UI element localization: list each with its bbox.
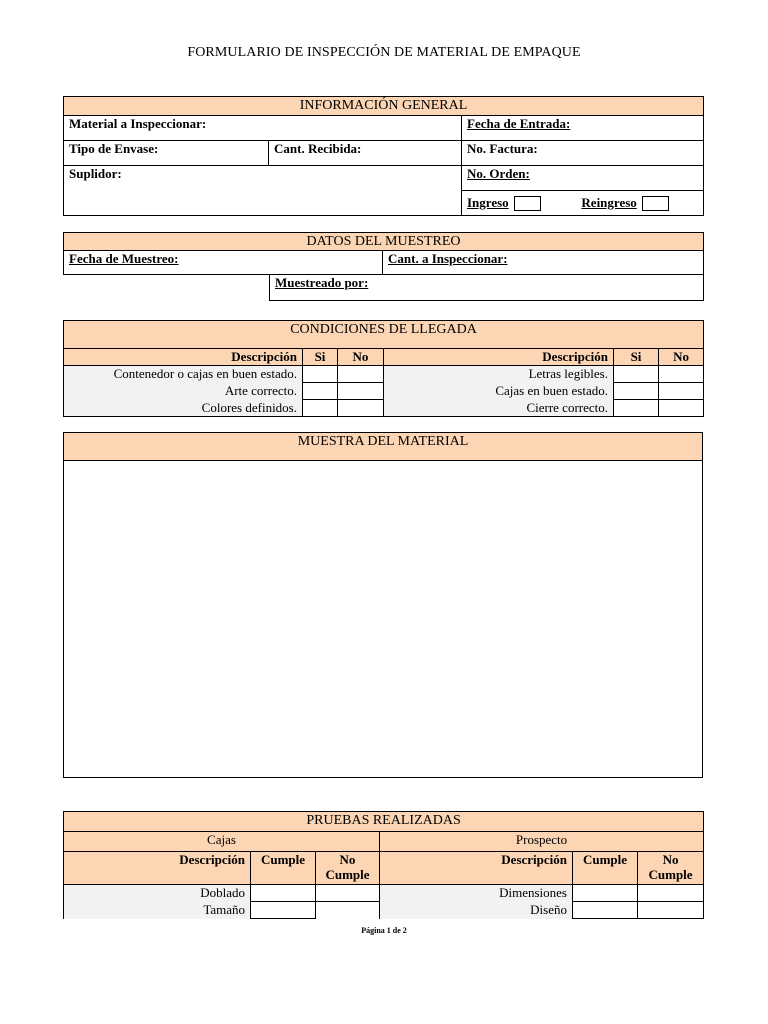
no-checkbox-cell[interactable] — [338, 400, 384, 417]
cumple-cell[interactable] — [251, 902, 316, 919]
container-type-field[interactable]: Tipo de Envase: — [64, 141, 269, 166]
material-field[interactable]: Material a Inspeccionar: — [64, 116, 462, 141]
col-si-right: Si — [614, 349, 659, 366]
entry-type-cell — [462, 191, 704, 216]
tests-header: PRUEBAS REALIZADAS — [64, 812, 704, 832]
cumple-cell[interactable] — [573, 885, 638, 902]
no-checkbox-cell[interactable] — [659, 366, 704, 383]
general-info-header: INFORMACIÓN GENERAL — [64, 97, 704, 116]
no-checkbox-cell[interactable] — [338, 383, 384, 400]
no-cumple-cell[interactable] — [316, 902, 380, 919]
cumple-cell[interactable] — [251, 885, 316, 902]
inspect-qty-field[interactable]: Cant. a Inspeccionar: — [383, 251, 704, 275]
condition-item: Colores definidos. — [64, 400, 303, 417]
test-item: Tamaño — [64, 902, 251, 919]
general-info-table — [63, 96, 704, 216]
cumple-cell[interactable] — [573, 902, 638, 919]
col-desc-right: Descripción — [384, 349, 614, 366]
boxes-subheader: Cajas — [64, 832, 380, 852]
no-checkbox-cell[interactable] — [659, 383, 704, 400]
arrival-header: CONDICIONES DE LLEGADA — [64, 321, 704, 349]
arrival-conditions-table — [63, 320, 704, 417]
si-checkbox-cell[interactable] — [303, 383, 338, 400]
no-cumple-line2: Cumple — [325, 867, 370, 882]
sampling-date-field[interactable]: Fecha de Muestreo: — [64, 251, 383, 275]
no-cumple-line1: No — [339, 852, 356, 867]
col-si-left: Si — [303, 349, 338, 366]
col-no-cumple-boxes — [316, 852, 380, 885]
reingreso-checkbox[interactable] — [642, 196, 669, 211]
no-cumple-cell[interactable] — [638, 885, 704, 902]
leaflet-subheader: Prospecto — [380, 832, 704, 852]
col-desc-boxes: Descripción — [64, 852, 251, 885]
ingreso-checkbox[interactable] — [514, 196, 541, 211]
sampled-by-field[interactable]: Muestreado por: — [270, 275, 704, 301]
supplier-field[interactable]: Suplidor: — [64, 166, 462, 216]
ingreso-label: Ingreso — [467, 194, 509, 210]
col-no-left: No — [338, 349, 384, 366]
no-cumple-line2: Cumple — [648, 867, 693, 882]
sample-area[interactable] — [64, 461, 703, 778]
si-checkbox-cell[interactable] — [303, 366, 338, 383]
condition-item: Letras legibles. — [384, 366, 614, 383]
no-checkbox-cell[interactable] — [659, 400, 704, 417]
no-cumple-cell[interactable] — [316, 885, 380, 902]
condition-item: Cajas en buen estado. — [384, 383, 614, 400]
col-no-right: No — [659, 349, 704, 366]
si-checkbox-cell[interactable] — [303, 400, 338, 417]
col-cumple-boxes: Cumple — [251, 852, 316, 885]
col-no-cumple-leaflet — [638, 852, 704, 885]
material-sample-table — [63, 432, 703, 778]
si-checkbox-cell[interactable] — [614, 383, 659, 400]
no-cumple-line1: No — [662, 852, 679, 867]
col-desc-leaflet: Descripción — [380, 852, 573, 885]
sampling-data-table — [63, 232, 704, 301]
condition-item: Contenedor o cajas en buen estado. — [64, 366, 303, 383]
sample-header: MUESTRA DEL MATERIAL — [64, 433, 703, 461]
form-title: FORMULARIO DE INSPECCIÓN DE MATERIAL DE EMPAQUE — [187, 45, 581, 60]
si-checkbox-cell[interactable] — [614, 400, 659, 417]
received-qty-field[interactable]: Cant. Recibida: — [269, 141, 462, 166]
page-footer: Página 1 de 2 — [361, 926, 407, 935]
si-checkbox-cell[interactable] — [614, 366, 659, 383]
col-cumple-leaflet: Cumple — [573, 852, 638, 885]
invoice-number-field[interactable]: No. Factura: — [462, 141, 704, 166]
order-number-field[interactable]: No. Orden: — [462, 166, 704, 191]
test-item: Dimensiones — [380, 885, 573, 902]
no-checkbox-cell[interactable] — [338, 366, 384, 383]
condition-item: Arte correcto. — [64, 383, 303, 400]
no-cumple-cell[interactable] — [638, 902, 704, 919]
blank-cell — [64, 275, 270, 301]
entry-date-field[interactable]: Fecha de Entrada: — [462, 116, 704, 141]
col-desc-left: Descripción — [64, 349, 303, 366]
sampling-header: DATOS DEL MUESTREO — [64, 233, 704, 251]
condition-item: Cierre correcto. — [384, 400, 614, 417]
reingreso-label: Reingreso — [581, 194, 637, 210]
test-item: Diseño — [380, 902, 573, 919]
tests-table — [63, 811, 704, 919]
test-item: Doblado — [64, 885, 251, 902]
